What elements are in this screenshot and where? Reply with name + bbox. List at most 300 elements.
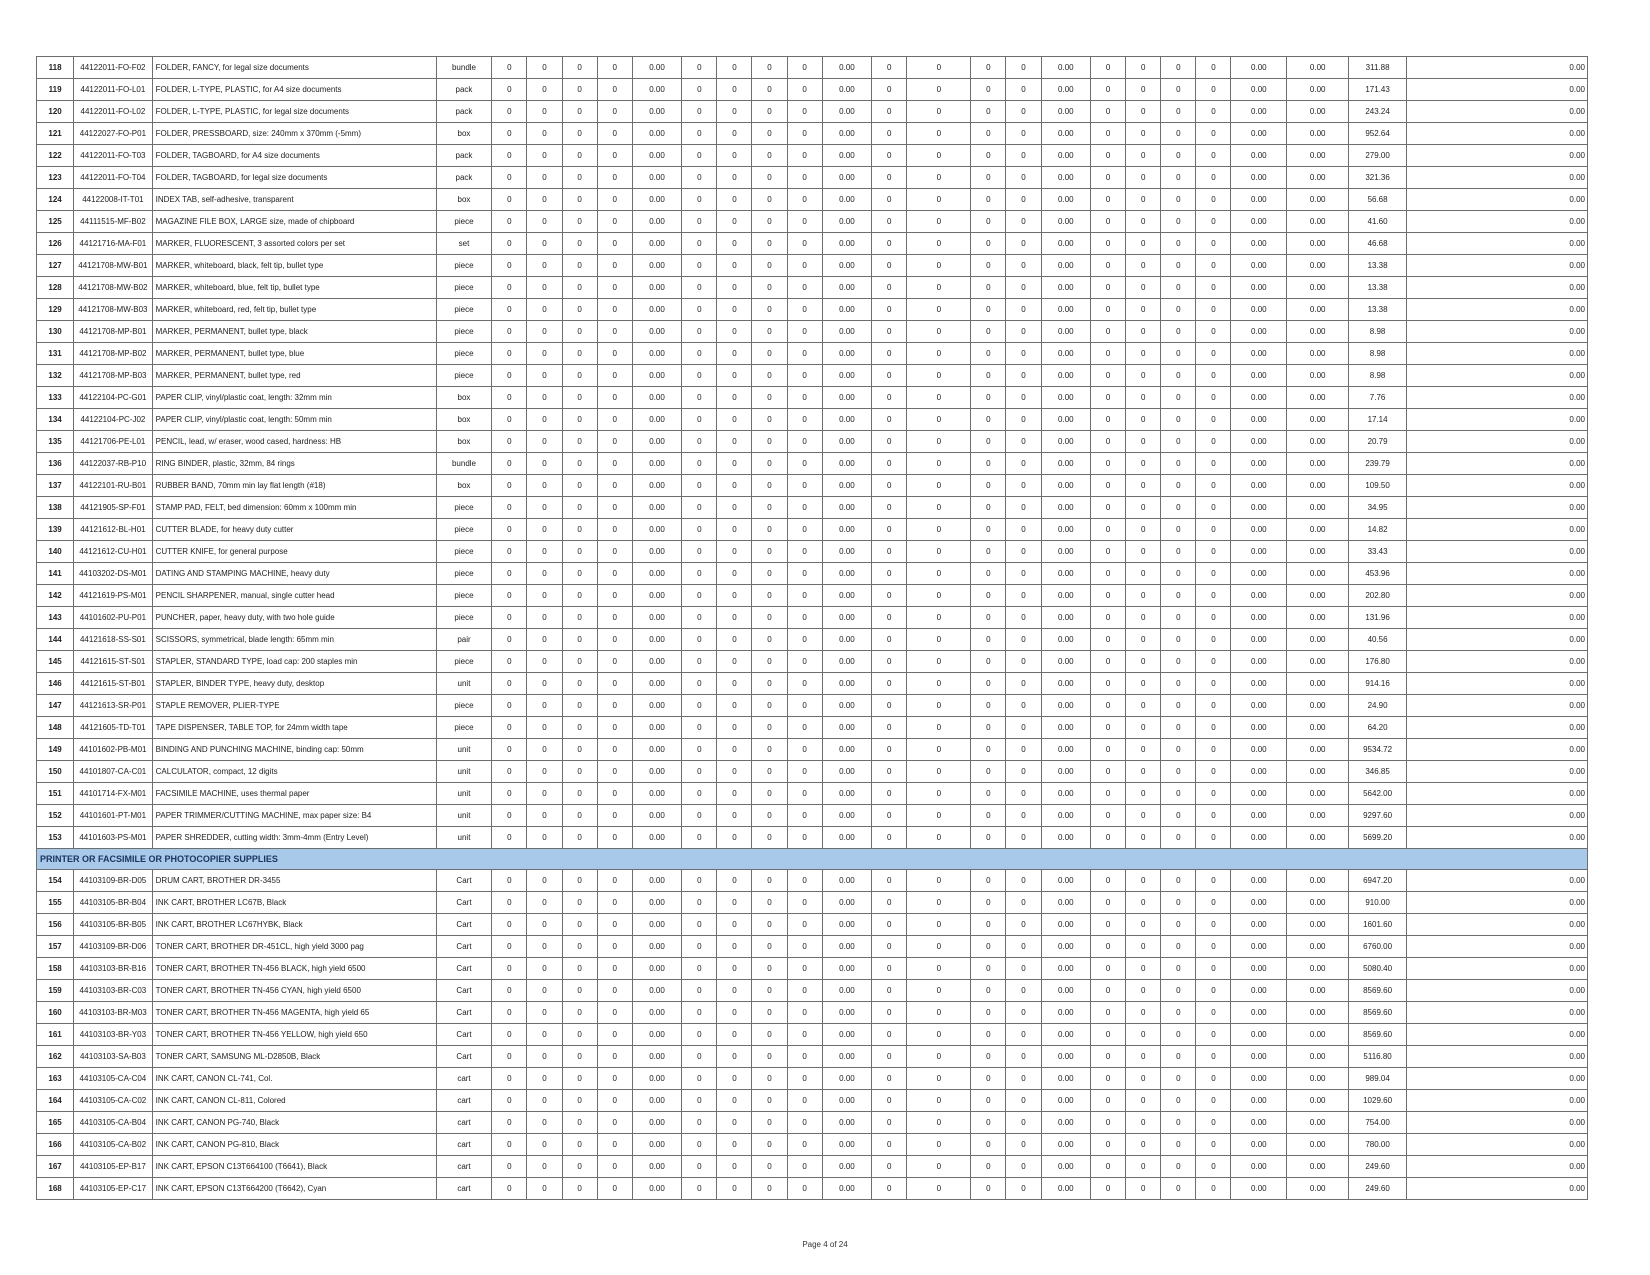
item-code-cell: 44103105-EP-B17 bbox=[74, 1156, 152, 1178]
item-number-cell: 122 bbox=[37, 145, 74, 167]
quantity-cell: 0 bbox=[1006, 892, 1041, 914]
item-code-cell: 44103103-BR-C03 bbox=[74, 980, 152, 1002]
unit-cell: piece bbox=[436, 211, 492, 233]
quantity-cell: 0 bbox=[787, 387, 822, 409]
quantity-cell: 0 bbox=[492, 673, 527, 695]
quantity-cell: 0 bbox=[562, 365, 597, 387]
quantity-cell: 0.00 bbox=[1041, 914, 1091, 936]
quantity-cell: 0 bbox=[562, 189, 597, 211]
item-code-cell: 44101714-FX-M01 bbox=[74, 783, 152, 805]
quantity-cell: 0.00 bbox=[822, 189, 872, 211]
quantity-cell: 0.00 bbox=[1287, 563, 1349, 585]
item-description-cell: INK CART, CANON CL-811, Colored bbox=[152, 1090, 436, 1112]
quantity-cell: 0 bbox=[562, 695, 597, 717]
quantity-cell: 0 bbox=[1091, 365, 1126, 387]
quantity-cell: 0.00 bbox=[822, 892, 872, 914]
quantity-cell: 0 bbox=[1006, 695, 1041, 717]
quantity-cell: 0 bbox=[1006, 431, 1041, 453]
quantity-cell: 0 bbox=[717, 892, 752, 914]
item-number-cell: 120 bbox=[37, 101, 74, 123]
quantity-cell: 0.00 bbox=[632, 827, 682, 849]
item-number-cell: 161 bbox=[37, 1024, 74, 1046]
item-code-cell: 44103105-BR-B04 bbox=[74, 892, 152, 914]
unit-cell: pack bbox=[436, 101, 492, 123]
quantity-cell: 0 bbox=[907, 629, 971, 651]
quantity-cell: 0.00 bbox=[1231, 189, 1287, 211]
quantity-cell: 0 bbox=[752, 739, 787, 761]
quantity-cell: 0 bbox=[1091, 958, 1126, 980]
quantity-cell: 0 bbox=[1006, 145, 1041, 167]
quantity-cell: 0 bbox=[682, 761, 717, 783]
item-code-cell: 44121716-MA-F01 bbox=[74, 233, 152, 255]
quantity-cell: 0.00 bbox=[1231, 914, 1287, 936]
price-cell: 20.79 bbox=[1349, 431, 1407, 453]
item-description-cell: RING BINDER, plastic, 32mm, 84 rings bbox=[152, 453, 436, 475]
quantity-cell: 0.00 bbox=[822, 233, 872, 255]
item-description-cell: DATING AND STAMPING MACHINE, heavy duty bbox=[152, 563, 436, 585]
quantity-cell: 0 bbox=[1161, 1112, 1196, 1134]
page-footer: Page 4 of 24 bbox=[802, 1240, 848, 1249]
quantity-cell: 0 bbox=[971, 255, 1006, 277]
quantity-cell: 0 bbox=[527, 651, 562, 673]
quantity-cell: 0 bbox=[717, 936, 752, 958]
quantity-cell: 0 bbox=[752, 497, 787, 519]
quantity-cell: 0 bbox=[907, 343, 971, 365]
quantity-cell: 0 bbox=[682, 827, 717, 849]
quantity-cell: 0.00 bbox=[1041, 695, 1091, 717]
quantity-cell: 0 bbox=[907, 585, 971, 607]
quantity-cell: 0.00 bbox=[632, 870, 682, 892]
item-description-cell: TONER CART, BROTHER TN-456 YELLOW, high yield 650 bbox=[152, 1024, 436, 1046]
quantity-cell: 0 bbox=[1091, 1068, 1126, 1090]
item-code-cell: 44121615-ST-S01 bbox=[74, 651, 152, 673]
total-amount-cell: 0.00 bbox=[1406, 409, 1587, 431]
quantity-cell: 0 bbox=[597, 211, 632, 233]
quantity-cell: 0 bbox=[527, 1024, 562, 1046]
quantity-cell: 0 bbox=[1161, 453, 1196, 475]
item-number-cell: 141 bbox=[37, 563, 74, 585]
quantity-cell: 0 bbox=[907, 211, 971, 233]
quantity-cell: 0.00 bbox=[1041, 541, 1091, 563]
item-description-cell: INK CART, CANON CL-741, Col. bbox=[152, 1068, 436, 1090]
quantity-cell: 0 bbox=[1091, 1046, 1126, 1068]
quantity-cell: 0 bbox=[872, 980, 907, 1002]
quantity-cell: 0 bbox=[492, 695, 527, 717]
quantity-cell: 0 bbox=[872, 673, 907, 695]
table-row bbox=[37, 563, 1588, 585]
quantity-cell: 0 bbox=[527, 541, 562, 563]
item-description-cell: MARKER, PERMANENT, bullet type, black bbox=[152, 321, 436, 343]
quantity-cell: 0 bbox=[787, 321, 822, 343]
table-row bbox=[37, 321, 1588, 343]
quantity-cell: 0 bbox=[787, 453, 822, 475]
quantity-cell: 0 bbox=[872, 233, 907, 255]
quantity-cell: 0 bbox=[1161, 255, 1196, 277]
quantity-cell: 0 bbox=[492, 497, 527, 519]
quantity-cell: 0 bbox=[562, 343, 597, 365]
total-amount-cell: 0.00 bbox=[1406, 431, 1587, 453]
item-number-cell: 146 bbox=[37, 673, 74, 695]
item-code-cell: 44121605-TD-T01 bbox=[74, 717, 152, 739]
quantity-cell: 0.00 bbox=[632, 1090, 682, 1112]
price-cell: 780.00 bbox=[1349, 1134, 1407, 1156]
quantity-cell: 0 bbox=[717, 343, 752, 365]
quantity-cell: 0 bbox=[872, 1178, 907, 1200]
table-row bbox=[37, 299, 1588, 321]
quantity-cell: 0 bbox=[1006, 1156, 1041, 1178]
quantity-cell: 0 bbox=[787, 101, 822, 123]
quantity-cell: 0 bbox=[872, 123, 907, 145]
item-description-cell: TONER CART, BROTHER DR-451CL, high yield 3000 pag bbox=[152, 936, 436, 958]
quantity-cell: 0 bbox=[527, 827, 562, 849]
price-cell: 249.60 bbox=[1349, 1178, 1407, 1200]
quantity-cell: 0.00 bbox=[1287, 365, 1349, 387]
quantity-cell: 0 bbox=[752, 585, 787, 607]
quantity-cell: 0 bbox=[1091, 914, 1126, 936]
quantity-cell: 0 bbox=[787, 695, 822, 717]
quantity-cell: 0 bbox=[1161, 892, 1196, 914]
item-number-cell: 156 bbox=[37, 914, 74, 936]
quantity-cell: 0 bbox=[1161, 123, 1196, 145]
quantity-cell: 0.00 bbox=[822, 167, 872, 189]
quantity-cell: 0 bbox=[562, 167, 597, 189]
item-code-cell: 44122011-FO-T03 bbox=[74, 145, 152, 167]
quantity-cell: 0 bbox=[1161, 233, 1196, 255]
quantity-cell: 0 bbox=[1196, 343, 1231, 365]
quantity-cell: 0 bbox=[1126, 892, 1161, 914]
quantity-cell: 0 bbox=[717, 980, 752, 1002]
quantity-cell: 0 bbox=[717, 783, 752, 805]
unit-cell: unit bbox=[436, 827, 492, 849]
quantity-cell: 0 bbox=[752, 1112, 787, 1134]
quantity-cell: 0.00 bbox=[632, 739, 682, 761]
quantity-cell: 0.00 bbox=[1231, 211, 1287, 233]
quantity-cell: 0 bbox=[907, 1046, 971, 1068]
quantity-cell: 0 bbox=[1091, 189, 1126, 211]
quantity-cell: 0 bbox=[682, 1068, 717, 1090]
quantity-cell: 0 bbox=[492, 739, 527, 761]
item-code-cell: 44103103-BR-M03 bbox=[74, 1002, 152, 1024]
unit-cell: Cart bbox=[436, 1002, 492, 1024]
price-cell: 7.76 bbox=[1349, 387, 1407, 409]
item-code-cell: 44101602-PU-P01 bbox=[74, 607, 152, 629]
quantity-cell: 0 bbox=[1091, 299, 1126, 321]
quantity-cell: 0.00 bbox=[1287, 497, 1349, 519]
quantity-cell: 0.00 bbox=[1287, 1156, 1349, 1178]
quantity-cell: 0.00 bbox=[1287, 453, 1349, 475]
item-number-cell: 164 bbox=[37, 1090, 74, 1112]
quantity-cell: 0 bbox=[971, 1112, 1006, 1134]
quantity-cell: 0 bbox=[752, 958, 787, 980]
quantity-cell: 0 bbox=[597, 321, 632, 343]
item-number-cell: 151 bbox=[37, 783, 74, 805]
quantity-cell: 0.00 bbox=[1287, 431, 1349, 453]
quantity-cell: 0 bbox=[1161, 277, 1196, 299]
quantity-cell: 0 bbox=[597, 651, 632, 673]
price-cell: 243.24 bbox=[1349, 101, 1407, 123]
quantity-cell: 0 bbox=[1091, 805, 1126, 827]
item-code-cell: 44121708-MW-B03 bbox=[74, 299, 152, 321]
quantity-cell: 0 bbox=[1196, 958, 1231, 980]
quantity-cell: 0 bbox=[1006, 1002, 1041, 1024]
quantity-cell: 0.00 bbox=[822, 145, 872, 167]
quantity-cell: 0 bbox=[787, 805, 822, 827]
quantity-cell: 0 bbox=[752, 1090, 787, 1112]
quantity-cell: 0 bbox=[527, 761, 562, 783]
quantity-cell: 0 bbox=[492, 255, 527, 277]
quantity-cell: 0.00 bbox=[822, 453, 872, 475]
quantity-cell: 0 bbox=[872, 431, 907, 453]
quantity-cell: 0 bbox=[682, 101, 717, 123]
quantity-cell: 0 bbox=[971, 673, 1006, 695]
quantity-cell: 0.00 bbox=[1231, 255, 1287, 277]
quantity-cell: 0.00 bbox=[1231, 870, 1287, 892]
table-row bbox=[37, 255, 1588, 277]
quantity-cell: 0.00 bbox=[632, 1178, 682, 1200]
quantity-cell: 0 bbox=[562, 1090, 597, 1112]
quantity-cell: 0 bbox=[752, 123, 787, 145]
price-cell: 249.60 bbox=[1349, 1156, 1407, 1178]
quantity-cell: 0.00 bbox=[1231, 1156, 1287, 1178]
price-cell: 13.38 bbox=[1349, 299, 1407, 321]
quantity-cell: 0.00 bbox=[1231, 980, 1287, 1002]
quantity-cell: 0 bbox=[907, 497, 971, 519]
quantity-cell: 0 bbox=[971, 475, 1006, 497]
quantity-cell: 0 bbox=[1006, 739, 1041, 761]
price-cell: 910.00 bbox=[1349, 892, 1407, 914]
price-cell: 754.00 bbox=[1349, 1112, 1407, 1134]
quantity-cell: 0 bbox=[1006, 563, 1041, 585]
quantity-cell: 0 bbox=[907, 695, 971, 717]
quantity-cell: 0 bbox=[1091, 827, 1126, 849]
quantity-cell: 0.00 bbox=[822, 387, 872, 409]
item-code-cell: 44122104-PC-G01 bbox=[74, 387, 152, 409]
quantity-cell: 0 bbox=[597, 1112, 632, 1134]
quantity-cell: 0.00 bbox=[632, 717, 682, 739]
quantity-cell: 0 bbox=[1091, 387, 1126, 409]
quantity-cell: 0 bbox=[752, 783, 787, 805]
quantity-cell: 0 bbox=[527, 805, 562, 827]
quantity-cell: 0 bbox=[717, 739, 752, 761]
quantity-cell: 0 bbox=[527, 870, 562, 892]
quantity-cell: 0 bbox=[1196, 409, 1231, 431]
quantity-cell: 0.00 bbox=[1041, 211, 1091, 233]
quantity-cell: 0 bbox=[752, 387, 787, 409]
quantity-cell: 0 bbox=[1161, 431, 1196, 453]
quantity-cell: 0.00 bbox=[1287, 211, 1349, 233]
total-amount-cell: 0.00 bbox=[1406, 145, 1587, 167]
quantity-cell: 0 bbox=[1126, 1068, 1161, 1090]
table-row bbox=[37, 497, 1588, 519]
quantity-cell: 0 bbox=[1126, 299, 1161, 321]
unit-cell: cart bbox=[436, 1156, 492, 1178]
quantity-cell: 0 bbox=[717, 585, 752, 607]
quantity-cell: 0 bbox=[1091, 211, 1126, 233]
quantity-cell: 0 bbox=[717, 870, 752, 892]
quantity-cell: 0 bbox=[872, 805, 907, 827]
total-amount-cell: 0.00 bbox=[1406, 629, 1587, 651]
quantity-cell: 0 bbox=[1091, 1024, 1126, 1046]
quantity-cell: 0 bbox=[492, 79, 527, 101]
quantity-cell: 0 bbox=[1126, 783, 1161, 805]
item-description-cell: MARKER, PERMANENT, bullet type, red bbox=[152, 365, 436, 387]
quantity-cell: 0.00 bbox=[822, 1002, 872, 1024]
quantity-cell: 0.00 bbox=[1231, 827, 1287, 849]
quantity-cell: 0.00 bbox=[632, 431, 682, 453]
quantity-cell: 0 bbox=[717, 651, 752, 673]
quantity-cell: 0 bbox=[597, 1156, 632, 1178]
quantity-cell: 0 bbox=[787, 365, 822, 387]
quantity-cell: 0 bbox=[1091, 255, 1126, 277]
table-row bbox=[37, 936, 1588, 958]
quantity-cell: 0 bbox=[597, 431, 632, 453]
item-description-cell: MARKER, PERMANENT, bullet type, blue bbox=[152, 343, 436, 365]
quantity-cell: 0 bbox=[787, 761, 822, 783]
quantity-cell: 0.00 bbox=[1231, 1068, 1287, 1090]
unit-cell: piece bbox=[436, 255, 492, 277]
price-cell: 8569.60 bbox=[1349, 980, 1407, 1002]
quantity-cell: 0 bbox=[1091, 497, 1126, 519]
quantity-cell: 0 bbox=[682, 607, 717, 629]
quantity-cell: 0.00 bbox=[822, 585, 872, 607]
quantity-cell: 0 bbox=[1126, 695, 1161, 717]
quantity-cell: 0 bbox=[527, 892, 562, 914]
quantity-cell: 0 bbox=[1161, 739, 1196, 761]
quantity-cell: 0 bbox=[1091, 629, 1126, 651]
quantity-cell: 0 bbox=[1126, 958, 1161, 980]
quantity-cell: 0 bbox=[1126, 717, 1161, 739]
quantity-cell: 0 bbox=[717, 79, 752, 101]
table-row bbox=[37, 387, 1588, 409]
unit-cell: piece bbox=[436, 563, 492, 585]
item-number-cell: 153 bbox=[37, 827, 74, 849]
quantity-cell: 0 bbox=[1126, 541, 1161, 563]
quantity-cell: 0 bbox=[907, 563, 971, 585]
quantity-cell: 0 bbox=[872, 409, 907, 431]
quantity-cell: 0 bbox=[752, 607, 787, 629]
item-code-cell: 44103202-DS-M01 bbox=[74, 563, 152, 585]
quantity-cell: 0 bbox=[1091, 453, 1126, 475]
quantity-cell: 0 bbox=[527, 717, 562, 739]
unit-cell: box bbox=[436, 431, 492, 453]
quantity-cell: 0.00 bbox=[822, 651, 872, 673]
quantity-cell: 0 bbox=[907, 365, 971, 387]
quantity-cell: 0 bbox=[787, 1178, 822, 1200]
quantity-cell: 0 bbox=[1091, 123, 1126, 145]
item-number-cell: 154 bbox=[37, 870, 74, 892]
quantity-cell: 0.00 bbox=[822, 607, 872, 629]
quantity-cell: 0 bbox=[872, 1068, 907, 1090]
quantity-cell: 0 bbox=[1126, 343, 1161, 365]
quantity-cell: 0 bbox=[1161, 958, 1196, 980]
table-row bbox=[37, 57, 1588, 79]
item-number-cell: 166 bbox=[37, 1134, 74, 1156]
table-row bbox=[37, 233, 1588, 255]
quantity-cell: 0.00 bbox=[632, 145, 682, 167]
quantity-cell: 0 bbox=[872, 695, 907, 717]
item-description-cell: INK CART, EPSON C13T664200 (T6642), Cyan bbox=[152, 1178, 436, 1200]
quantity-cell: 0 bbox=[527, 167, 562, 189]
quantity-cell: 0 bbox=[562, 233, 597, 255]
quantity-cell: 0 bbox=[492, 409, 527, 431]
quantity-cell: 0 bbox=[682, 277, 717, 299]
quantity-cell: 0 bbox=[1091, 233, 1126, 255]
quantity-cell: 0 bbox=[971, 651, 1006, 673]
quantity-cell: 0 bbox=[1161, 1068, 1196, 1090]
quantity-cell: 0 bbox=[787, 827, 822, 849]
table-row bbox=[37, 1090, 1588, 1112]
quantity-cell: 0 bbox=[1006, 1068, 1041, 1090]
quantity-cell: 0 bbox=[527, 497, 562, 519]
quantity-cell: 0.00 bbox=[822, 1090, 872, 1112]
quantity-cell: 0 bbox=[682, 519, 717, 541]
quantity-cell: 0 bbox=[971, 695, 1006, 717]
item-description-cell: INK CART, EPSON C13T664100 (T6641), Black bbox=[152, 1156, 436, 1178]
quantity-cell: 0 bbox=[1196, 123, 1231, 145]
quantity-cell: 0 bbox=[562, 475, 597, 497]
quantity-cell: 0.00 bbox=[1041, 167, 1091, 189]
quantity-cell: 0 bbox=[682, 475, 717, 497]
item-number-cell: 150 bbox=[37, 761, 74, 783]
quantity-cell: 0 bbox=[1161, 1024, 1196, 1046]
item-number-cell: 165 bbox=[37, 1112, 74, 1134]
quantity-cell: 0 bbox=[1006, 651, 1041, 673]
quantity-cell: 0.00 bbox=[1041, 739, 1091, 761]
section-group bbox=[37, 849, 1588, 870]
quantity-cell: 0 bbox=[1091, 409, 1126, 431]
quantity-cell: 0 bbox=[752, 1002, 787, 1024]
item-code-cell: 44121905-SP-F01 bbox=[74, 497, 152, 519]
quantity-cell: 0 bbox=[787, 870, 822, 892]
quantity-cell: 0 bbox=[527, 914, 562, 936]
quantity-cell: 0 bbox=[597, 805, 632, 827]
quantity-cell: 0.00 bbox=[822, 519, 872, 541]
quantity-cell: 0 bbox=[1126, 233, 1161, 255]
quantity-cell: 0 bbox=[872, 321, 907, 343]
quantity-cell: 0 bbox=[872, 1134, 907, 1156]
quantity-cell: 0 bbox=[752, 1134, 787, 1156]
quantity-cell: 0.00 bbox=[1231, 431, 1287, 453]
quantity-cell: 0 bbox=[1006, 870, 1041, 892]
quantity-cell: 0 bbox=[1196, 277, 1231, 299]
item-description-cell: INDEX TAB, self-adhesive, transparent bbox=[152, 189, 436, 211]
quantity-cell: 0 bbox=[787, 299, 822, 321]
quantity-cell: 0 bbox=[1196, 739, 1231, 761]
quantity-cell: 0.00 bbox=[1041, 870, 1091, 892]
price-cell: 5699.20 bbox=[1349, 827, 1407, 849]
quantity-cell: 0 bbox=[1196, 541, 1231, 563]
quantity-cell: 0.00 bbox=[1287, 695, 1349, 717]
table-row bbox=[37, 277, 1588, 299]
quantity-cell: 0 bbox=[682, 673, 717, 695]
quantity-cell: 0 bbox=[1006, 255, 1041, 277]
quantity-cell: 0 bbox=[492, 453, 527, 475]
quantity-cell: 0.00 bbox=[1041, 673, 1091, 695]
quantity-cell: 0 bbox=[1126, 761, 1161, 783]
quantity-cell: 0 bbox=[527, 629, 562, 651]
quantity-cell: 0.00 bbox=[1231, 1002, 1287, 1024]
quantity-cell: 0 bbox=[527, 431, 562, 453]
quantity-cell: 0 bbox=[1006, 101, 1041, 123]
total-amount-cell: 0.00 bbox=[1406, 79, 1587, 101]
quantity-cell: 0 bbox=[492, 607, 527, 629]
total-amount-cell: 0.00 bbox=[1406, 211, 1587, 233]
quantity-cell: 0 bbox=[1196, 585, 1231, 607]
quantity-cell: 0 bbox=[787, 892, 822, 914]
quantity-cell: 0 bbox=[787, 211, 822, 233]
quantity-cell: 0 bbox=[682, 783, 717, 805]
price-cell: 8569.60 bbox=[1349, 1002, 1407, 1024]
